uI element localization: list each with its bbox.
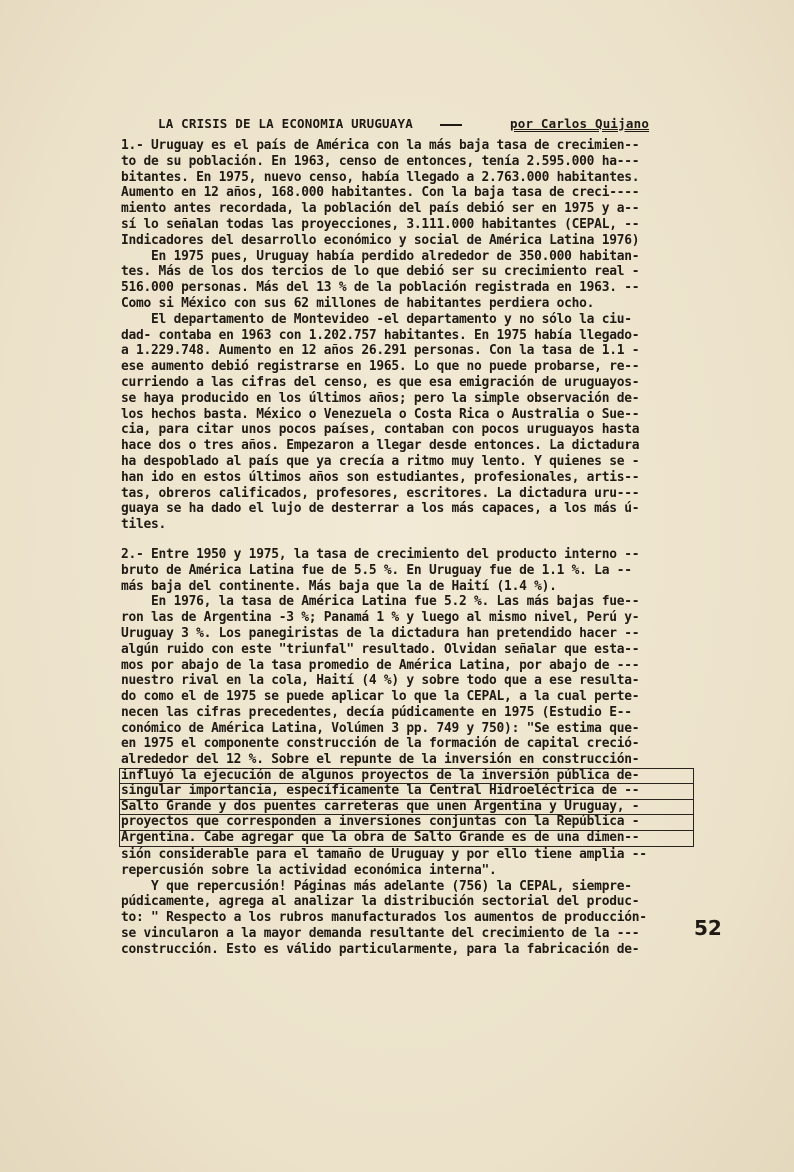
text-line: Salto Grande y dos puentes carreteras que unen Argentina y Uruguay, - [119, 800, 694, 816]
text-line: Argentina. Cabe agregar que la obra de Salto Grande es de una dimen-- [119, 831, 694, 847]
section-2 [121, 547, 696, 768]
text-line: púdicamente, agrega al analizar la distribución sectorial del produc- [121, 894, 640, 910]
text-line: tas, obreros calificados, profesores, escritores. La dictadura uru--- [121, 485, 640, 501]
text-line: 516.000 personas. Más del 13 % de la población registrada en 1963. -- [121, 280, 640, 296]
text-line: hace dos o tres años. Empezaron a llegar desde entonces. La dictadura [121, 438, 640, 454]
text-line: alrededor del 12 %. Sobre el repunte de la inversión en construcción- [121, 752, 640, 768]
section-2-continued [121, 847, 696, 958]
text-line: En 1975 pues, Uruguay había perdido alrededor de 350.000 habitan- [121, 248, 640, 264]
text-line: construcción. Esto es válido particularmente, para la fabricación de- [121, 941, 640, 957]
text-line: 1.- Uruguay es el país de América con la más baja tasa de crecimien-- [121, 138, 640, 153]
text-line: to de su población. En 1963, censo de entonces, tenía 2.595.000 ha--- [121, 153, 640, 169]
text-line: influyó la ejecución de algunos proyectos de la inversión pública de- [119, 768, 694, 784]
text-line: 2.- Entre 1950 y 1975, la tasa de crecimiento del producto interno -- [121, 546, 640, 562]
article-title: LA CRISIS DE LA ECONOMIA URUGUAYA [158, 116, 413, 131]
section-gap [121, 533, 696, 547]
text-line: Y que repercusión! Páginas más adelante (756) la CEPAL, siempre- [121, 878, 632, 894]
text-line: mos por abajo de la tasa promedio de América Latina, por abajo de --- [121, 657, 640, 673]
boxed-quotation [121, 768, 696, 847]
text-line: Como si México con sus 62 millones de habitantes perdiera ocho. [121, 295, 595, 311]
text-line: conómico de América Latina, Volúmen 3 pp. 749 y 750): "Se estima que- [121, 720, 640, 736]
text-line: ese aumento debió registrarse en 1965. Lo que no puede probarse, re-- [121, 359, 640, 375]
text-line: en 1975 el componente construcción de la formación de capital creció- [121, 736, 640, 752]
text-line: bruto de América Latina fue de 5.5 %. En Uruguay fue de 1.1 %. La -- [121, 562, 632, 578]
article-body [121, 138, 696, 958]
running-header [158, 116, 678, 134]
text-line: cia, para citar unos pocos países, contaban con pocos uruguayos hasta [121, 422, 640, 438]
text-line: se vincularon a la mayor demanda resultante del crecimiento de la --- [121, 926, 640, 942]
text-line: El departamento de Montevideo -el departamento y no sólo la ciu- [121, 311, 632, 327]
text-line: a 1.229.748. Aumento en 12 años 26.291 personas. Con la tasa de 1.1 - [121, 343, 640, 359]
text-line: tiles. [121, 517, 167, 533]
article-author: por Carlos Quijano [510, 116, 650, 131]
text-line: los hechos basta. México o Venezuela o Costa Rica o Australia o Sue-- [121, 406, 640, 422]
title-dash [440, 124, 462, 126]
text-line: miento antes recordada, la población del país debió ser en 1975 y a-- [121, 201, 640, 217]
text-line: dad- contaba en 1963 con 1.202.757 habitantes. En 1975 había llegado- [121, 327, 640, 343]
text-line: tes. Más de los dos tercios de lo que debió ser su crecimiento real - [121, 264, 640, 280]
text-line: proyectos que corresponden a inversiones conjuntas con la República - [119, 815, 694, 831]
page-number: 52 [694, 916, 722, 940]
text-line: sí lo señalan todas las proyecciones, 3.111.000 habitantes (CEPAL, -- [121, 216, 640, 232]
text-line: necen las cifras precedentes, decía púdicamente en 1975 (Estudio E-- [121, 704, 632, 720]
text-line: curriendo a las cifras del censo, es que esa emigración de uruguayos- [121, 374, 640, 390]
text-line: guaya se ha dado el lujo de desterrar a los más capaces, a los más ú- [121, 501, 640, 517]
text-line: repercusión sobre la actividad económica interna". [121, 862, 497, 878]
text-line: to: " Respecto a los rubros manufacturados los aumentos de producción- [121, 910, 647, 926]
text-line: sión considerable para el tamaño de Uruguay y por ello tiene amplia -- [121, 847, 647, 863]
text-line: nuestro rival en la cola, Haití (4 %) y sobre todo que a ese resulta- [121, 673, 640, 689]
text-line: algún ruido con este "triunfal" resultado. Olvidan señalar que esta-- [121, 641, 640, 657]
text-line: singular importancia, específicamente la Central Hidroeléctrica de -- [119, 784, 694, 800]
text-line: Uruguay 3 %. Los panegiristas de la dictadura han pretendido hacer -- [121, 625, 640, 641]
text-line: do como el de 1975 se puede aplicar lo que la CEPAL, a la cual perte- [121, 689, 640, 705]
text-line: más baja del continente. Más baja que la de Haití (1.4 %). [121, 578, 557, 594]
text-line: Aumento en 12 años, 168.000 habitantes. Con la baja tasa de creci---- [121, 185, 640, 201]
text-line: En 1976, la tasa de América Latina fue 5.2 %. Las más bajas fue-- [121, 594, 640, 610]
text-line: se haya producido en los últimos años; pero la simple observación de- [121, 390, 640, 406]
text-line: Indicadores del desarrollo económico y social de América Latina 1976) [121, 232, 640, 248]
text-line: ron las de Argentina -3 %; Panamá 1 % y luego al mismo nivel, Perú y- [121, 610, 640, 626]
text-line: han ido en estos últimos años son estudiantes, profesionales, artis-- [121, 469, 640, 485]
section-1 [121, 138, 696, 533]
text-line: bitantes. En 1975, nuevo censo, había llegado a 2.763.000 habitantes. [121, 169, 640, 185]
text-line: ha despoblado al país que ya crecía a ritmo muy lento. Y quienes se - [121, 453, 640, 469]
